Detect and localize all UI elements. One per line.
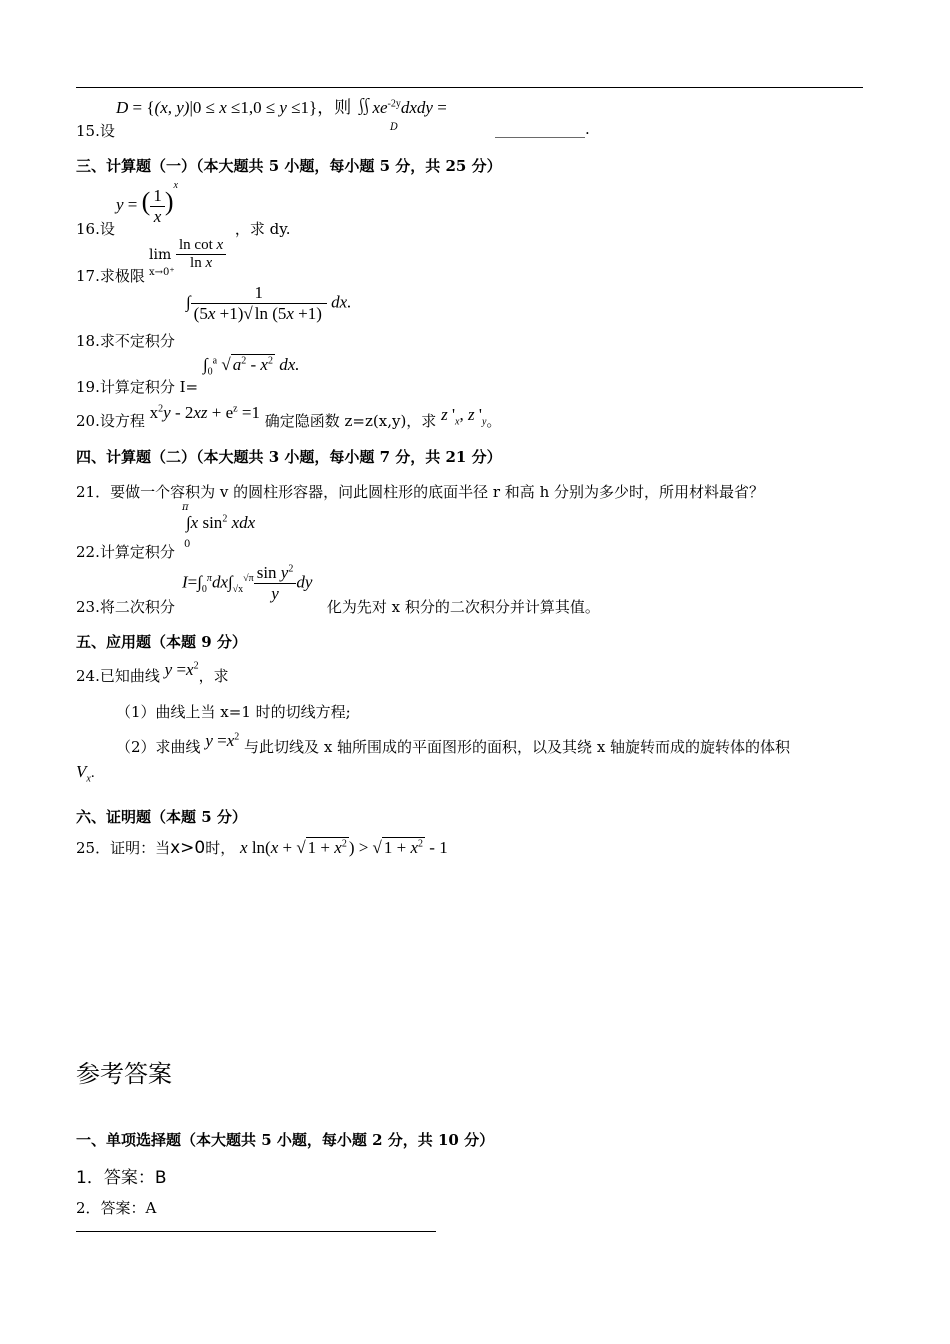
section-4-heading: 四、计算题（二）（本大题共 3 小题，每小题 7 分，共 21 分） bbox=[76, 448, 502, 466]
answers-section-1-heading: 一、单项选择题（本大题共 5 小题，每小题 2 分，共 10 分） bbox=[76, 1131, 495, 1149]
q22-upper-limit: π bbox=[182, 502, 189, 513]
q22-label: 22.计算定积分 bbox=[76, 543, 175, 561]
q24-volume-symbol: $V_x$. bbox=[76, 762, 95, 785]
section-3-heading: 三、计算题（一）（本大题共 5 小题，每小题 5 分，共 25 分） bbox=[76, 157, 502, 175]
q15-domain-formula: D = {(x, y)|0 ≤ x ≤1,0 ≤ y ≤1}，则 $∬xe^{-2y}dxdy$ = bbox=[116, 98, 447, 117]
q19-integral: $\int_0^a$ √ $a^2 - x^2$ dx. bbox=[203, 355, 300, 378]
q17-label: 17.求极限 bbox=[76, 267, 145, 285]
q20-line: 20.设方程 $x^2y - 2xz + e^z =1$ 确定隐函数 z=z(x,y)，求 z '$_x$, z '$_y$。 bbox=[76, 403, 502, 430]
q21-text: 21．要做一个容积为 v 的圆柱形容器，问此圆柱形的底面半径 r 和高 h 分别为多少时，所用材料最省？ bbox=[76, 483, 765, 501]
q22-integral: ∫x $\sin^2$ xdx bbox=[186, 513, 256, 532]
q23-integral: $I=\int_0^\pi dx\int_{√x}^{√\pi}$ $\frac{\sin y^2}{y}$ dy bbox=[182, 563, 313, 603]
bottom-divider bbox=[76, 1231, 436, 1232]
q15-label: 15.设 bbox=[76, 122, 115, 140]
q18-integral: ∫ $\frac{1}{(5x +1)√ \ln (5x +1)}$ dx. bbox=[186, 283, 352, 323]
q16-formula: y = ( $\frac{1}{x}$ )$^x$ bbox=[116, 180, 178, 226]
section-5-heading: 五、应用题（本题 9 分） bbox=[76, 633, 247, 651]
q24-part2: （2）求曲线 $y =x^2$ 与此切线及 x 轴所围成的平面图形的面积，以及其绕 x 轴旋转而成的旋转体的体积 bbox=[116, 731, 791, 756]
answers-title: 参考答案 bbox=[76, 1060, 172, 1088]
q19-label: 19.计算定积分 I= bbox=[76, 378, 199, 396]
q24-line: 24.已知曲线 $y =x^2$，求 bbox=[76, 660, 229, 685]
q25-line: 25．证明：当x>0时， x ln(x + √ $1 + x^2$ ) > √ $1 + x^2 - 1$ bbox=[76, 838, 448, 858]
top-divider bbox=[76, 87, 863, 88]
q17-lim: lim x→0⁺ bbox=[149, 247, 175, 278]
q18-label: 18.求不定积分 bbox=[76, 332, 175, 350]
q22-lower-limit: 0 bbox=[184, 539, 191, 550]
q15-integral-subscript: D bbox=[390, 122, 399, 133]
q23-line: 23.将二次积分 化为先对 x 积分的二次积分并计算其值。 bbox=[76, 598, 600, 616]
q16-label: 16.设 ，求 dy. bbox=[76, 220, 291, 238]
section-6-heading: 六、证明题（本题 5 分） bbox=[76, 808, 247, 826]
q17-fraction: $\frac{\text{ln cot x}}{\text{ln x}}$ bbox=[176, 237, 226, 272]
answer-2: 2．答案：A bbox=[76, 1199, 157, 1217]
q24-part1: （1）曲线上当 x=1 时的切线方程; bbox=[116, 703, 351, 721]
q15-answer-blank: ____________. bbox=[495, 120, 590, 138]
answer-1: 1．答案：B bbox=[76, 1168, 167, 1188]
